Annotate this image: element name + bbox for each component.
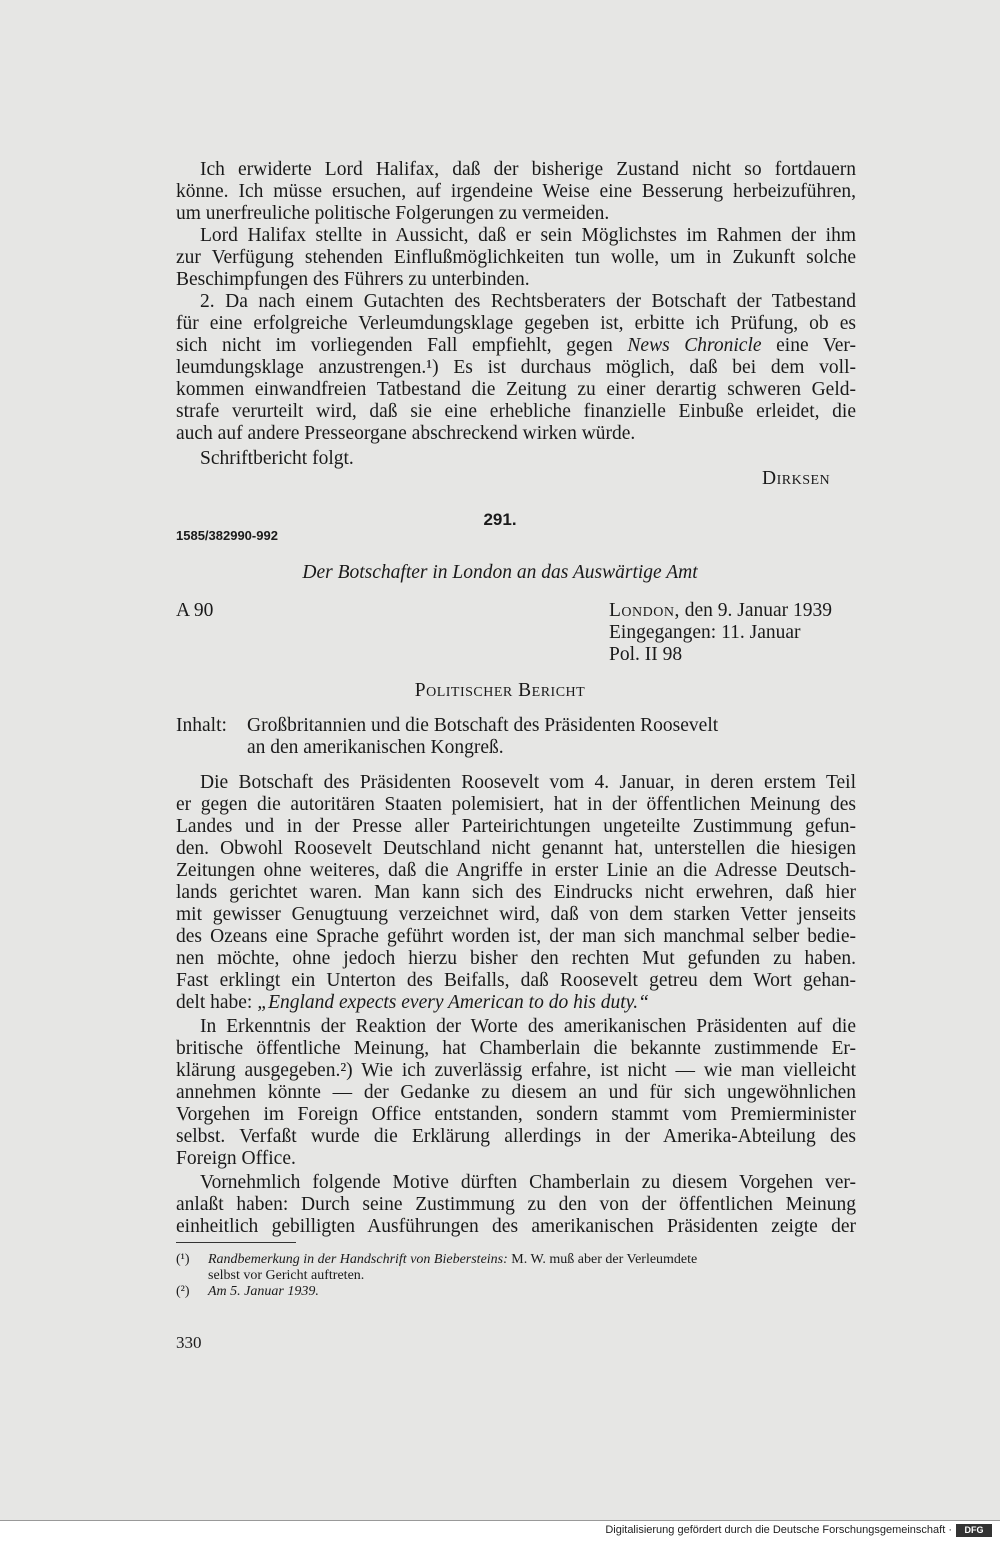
text-line: nen möchte, ohne jedoch hierzu bisher den rechten Mut gefunden zu haben. bbox=[176, 948, 856, 969]
received-date: Eingegangen: 11. Januar bbox=[609, 622, 801, 643]
inhalt-line: an den amerikanischen Kongreß. bbox=[247, 737, 504, 758]
pol-reference: Pol. II 98 bbox=[609, 644, 683, 665]
text-line: 2. Da nach einem Gutachten des Rechtsberaters der Botschaft der Tatbestand bbox=[200, 291, 856, 312]
inhalt-line: Großbritannien und die Botschaft des Präsidenten Roosevelt bbox=[247, 715, 719, 736]
text-line: strafe verurteilt wird, daß sie eine erhebliche finanzielle Einbuße erleidet, die bbox=[176, 401, 856, 422]
text-span: eine Ver- bbox=[776, 335, 857, 356]
text-line: könne. Ich müsse ersuchen, auf irgendeine Weise eine Besserung herbeizuführen, bbox=[176, 181, 856, 202]
date: den 9. Januar 1939 bbox=[684, 600, 833, 621]
text-span: sich nicht im vorliegenden Fall empfiehlt, gegen bbox=[176, 335, 613, 356]
document-number: 291. bbox=[483, 510, 517, 529]
text-line: anlaßt haben: Durch seine Zustimmung zu den von der öffentlichen Meinung bbox=[176, 1194, 856, 1215]
footer-bar bbox=[0, 1520, 1000, 1541]
footnote-mark: (²) bbox=[176, 1284, 190, 1299]
footnote-continuation: selbst vor Gericht auftreten. bbox=[208, 1268, 365, 1283]
footnote-italic: Randbemerkung in der Handschrift von Biebersteins: bbox=[208, 1252, 508, 1267]
footnote-italic: Am 5. Januar 1939. bbox=[208, 1284, 319, 1299]
reference-number: A 90 bbox=[176, 600, 214, 621]
text-line: einheitlich gebilligten Ausführungen des amerikanischen Präsidenten zeigte der bbox=[176, 1216, 856, 1237]
footnote-rule bbox=[176, 1242, 296, 1243]
text-line: Lord Halifax stellte in Aussicht, daß er sein Möglichstes im Rahmen der ihm bbox=[200, 225, 856, 246]
text-line: Foreign Office. bbox=[176, 1148, 296, 1169]
text-line: Vorgehen im Foreign Office entstanden, sondern stammt vom Premierminister bbox=[176, 1104, 856, 1125]
footnote-text bbox=[208, 1252, 697, 1268]
text-line-mixed bbox=[176, 335, 856, 357]
text-line: den. Obwohl Roosevelt Deutschland nicht genannt hat, unterstellen die hiesigen bbox=[176, 838, 856, 859]
dfg-logo: DFG bbox=[956, 1524, 992, 1537]
text-line: mit gewisser Genugtuung verzeichnet wird, daß von dem starken Vetter jenseits bbox=[176, 904, 856, 925]
place-date bbox=[609, 600, 832, 622]
text-line: Schriftbericht folgt. bbox=[200, 448, 354, 469]
text-line: selbst. Verfaßt wurde die Erklärung allerdings in der Amerika-Abteilung des bbox=[176, 1126, 856, 1147]
text-line: In Erkenntnis der Reaktion der Worte des amerikanischen Präsidenten auf die bbox=[200, 1016, 856, 1037]
quote: „England expects every American to do his duty.“ bbox=[257, 992, 649, 1013]
text-line: klärung ausgegeben.²) Wie ich zuverlässig erfahre, ist nicht — wie man vielleicht bbox=[176, 1060, 856, 1081]
footer-credit: Digitalisierung gefördert durch die Deutsche Forschungsgemeinschaft · bbox=[605, 1524, 952, 1536]
text-line: britische öffentliche Meinung, hat Chamberlain die bekannte zustimmende Er- bbox=[176, 1038, 856, 1059]
text-line: Ich erwiderte Lord Halifax, daß der bisherige Zustand nicht so fortdauern bbox=[200, 159, 856, 180]
text-line: annehmen könnte — der Gedanke zu diesem an und für sich ungewöhnlichen bbox=[176, 1082, 856, 1103]
text-line: Landes und in der Presse aller Parteirichtungen ungeteilte Zustimmung gefun- bbox=[176, 816, 856, 837]
text-line: Zeitungen ohne weiteres, daß die Angriffe in erster Linie an die Adresse Deutsch- bbox=[176, 860, 856, 881]
text-line: leumdungsklage anzustrengen.¹) Es ist durchaus möglich, daß bei dem voll- bbox=[176, 357, 856, 378]
text-line: Beschimpfungen des Führers zu unterbinden. bbox=[176, 269, 530, 290]
text-line: Die Botschaft des Präsidenten Roosevelt vom 4. Januar, in deren erstem Teil bbox=[200, 772, 856, 793]
place: London, bbox=[609, 600, 680, 621]
newspaper-title: News Chronicle bbox=[627, 335, 762, 356]
text-line: Vornehmlich folgende Motive dürften Chamberlain zu diesem Vorgehen ver- bbox=[200, 1172, 856, 1193]
text-line: kommen einwandfreien Tatbestand die Zeitung zu einer derartig schweren Geld- bbox=[176, 379, 856, 400]
text-line-mixed bbox=[176, 992, 649, 1014]
text-line: lands gerichtet waren. Man kann sich des Eindrucks nicht erwehren, daß hier bbox=[176, 882, 856, 903]
signature: Dirksen bbox=[762, 468, 831, 489]
text-span: delt habe: bbox=[176, 992, 253, 1013]
document-heading: Der Botschafter in London an das Auswärtige Amt bbox=[302, 562, 698, 583]
text-line: um unerfreuliche politische Folgerungen zu vermeiden. bbox=[176, 203, 610, 224]
report-title: Politischer Bericht bbox=[414, 680, 586, 701]
page-number: 330 bbox=[176, 1333, 202, 1352]
text-line: Fast erklingt ein Unterton des Beifalls, daß Roosevelt getreu dem Wort gehan- bbox=[176, 970, 856, 991]
text-line: auch auf andere Presseorgane abschreckend wirken würde. bbox=[176, 423, 636, 444]
archive-reference: 1585/382990-992 bbox=[176, 528, 278, 543]
footnote-body: M. W. muß aber der Verleumdete bbox=[511, 1252, 698, 1267]
text-line: des Ozeans eine Sprache geführt worden ist, der man sich manchmal selber bedie- bbox=[176, 926, 856, 947]
footnote-mark: (¹) bbox=[176, 1252, 190, 1267]
text-line: zur Verfügung stehenden Einflußmöglichkeiten tun wolle, um in Zukunft solche bbox=[176, 247, 856, 268]
inhalt-label: Inhalt: bbox=[176, 715, 227, 736]
text-line: er gegen die autoritären Staaten polemisiert, hat in der öffentlichen Meinung des bbox=[176, 794, 856, 815]
text-line: für eine erfolgreiche Verleumdungsklage gegeben ist, erbitte ich Prüfung, ob es bbox=[176, 313, 856, 334]
